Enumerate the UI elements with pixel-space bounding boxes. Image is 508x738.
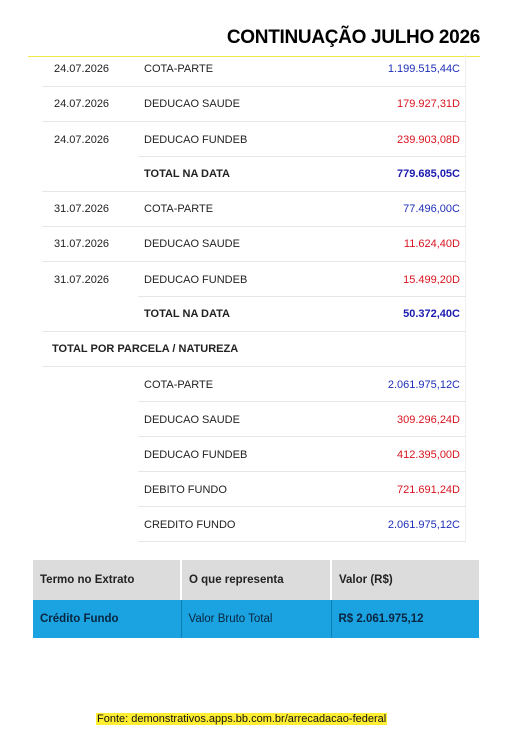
total-row	[42, 297, 466, 332]
row-value: 721.691,24D	[397, 483, 460, 496]
row-date: 31.07.2026	[54, 273, 110, 286]
row-description: DEDUCAO FUNDEB	[144, 273, 248, 286]
row-value: 309.296,24D	[397, 413, 460, 426]
summary-row	[42, 472, 466, 507]
legend-table	[33, 560, 479, 638]
statement-table	[42, 54, 466, 542]
row-date: 24.07.2026	[54, 98, 110, 110]
row-value: 1.199.515,44C	[387, 63, 460, 75]
row-description: DEDUCAO FUNDEB	[144, 448, 248, 461]
row-description: DEBITO FUNDO	[144, 483, 227, 496]
row-description: COTA-PARTE	[144, 378, 214, 391]
summary-row	[42, 367, 466, 402]
total-row	[42, 157, 466, 192]
transaction-row	[42, 192, 466, 227]
section-header-row	[42, 332, 466, 367]
row-description: DEDUCAO FUNDEB	[144, 133, 248, 146]
row-description: TOTAL NA DATA	[144, 168, 230, 180]
row-value: 412.395,00D	[397, 448, 460, 461]
legend-row	[33, 600, 479, 638]
legend-header-term: Termo no Extrato	[33, 560, 181, 600]
row-date: 24.07.2026	[54, 63, 110, 75]
row-description: TOTAL NA DATA	[144, 308, 230, 320]
row-description: DEDUCAO SAUDE	[144, 238, 240, 250]
row-value: 50.372,40C	[403, 308, 460, 320]
row-description: COTA-PARTE	[144, 203, 214, 215]
legend-term: Crédito Fundo	[33, 600, 181, 638]
summary-row	[42, 402, 466, 437]
row-value: 779.685,05C	[397, 168, 460, 180]
summary-row	[42, 437, 466, 472]
row-description: DEDUCAO SAUDE	[144, 413, 240, 426]
row-description: COTA-PARTE	[144, 63, 214, 75]
transaction-row	[42, 227, 466, 262]
row-value: 179.927,31D	[397, 98, 460, 110]
source-citation: Fonte: demonstrativos.apps.bb.com.br/arrecadacao-federal	[97, 713, 387, 725]
legend-value: R$ 2.061.975,12	[331, 600, 479, 638]
row-date: 24.07.2026	[54, 133, 110, 146]
section-label: TOTAL POR PARCELA / NATUREZA	[52, 343, 239, 355]
row-value: 11.624,40D	[403, 238, 460, 250]
legend-header-value: Valor (R$)	[331, 560, 479, 600]
row-description: CREDITO FUNDO	[144, 518, 236, 531]
transaction-row	[42, 122, 466, 157]
legend-header-meaning: O que representa	[181, 560, 331, 600]
row-value: 2.061.975,12C	[387, 518, 460, 531]
legend-header-row	[33, 560, 479, 600]
page-title: CONTINUAÇÃO JULHO 2026	[226, 27, 480, 48]
row-date: 31.07.2026	[54, 238, 110, 250]
row-value: 239.903,08D	[397, 133, 460, 146]
transaction-row	[42, 87, 466, 122]
legend-meaning: Valor Bruto Total	[181, 600, 331, 638]
transaction-row	[42, 52, 466, 87]
row-date: 31.07.2026	[54, 203, 110, 215]
row-description: DEDUCAO SAUDE	[144, 98, 240, 110]
summary-row	[42, 507, 466, 542]
transaction-row	[42, 262, 466, 297]
row-value: 77.496,00C	[403, 203, 460, 215]
row-value: 2.061.975,12C	[387, 378, 460, 391]
row-value: 15.499,20D	[403, 273, 460, 286]
